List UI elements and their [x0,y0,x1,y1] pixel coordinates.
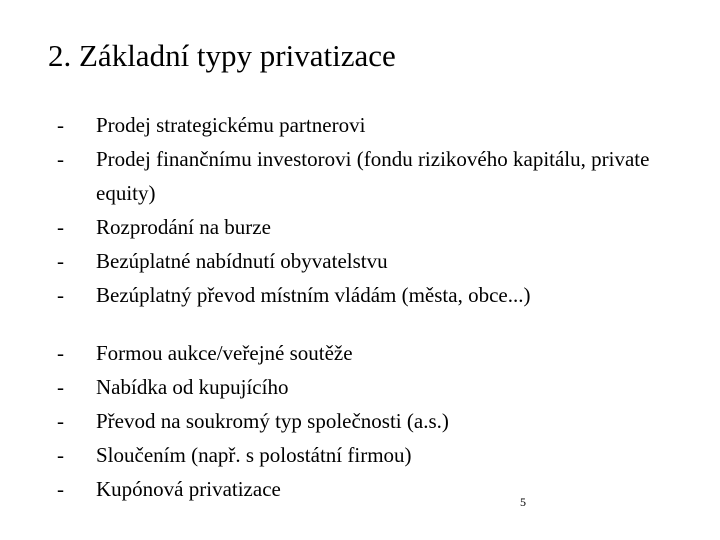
list-item [0,108,720,142]
list-item [0,210,720,244]
list-item [0,472,720,506]
page-number: 5 [520,495,526,509]
list-item-text: Nabídka od kupujícího [96,375,289,399]
list-item [0,404,720,438]
list-item-text: Sloučením (např. s polostátní firmou) [96,443,412,467]
bullet-dash: - [57,341,64,365]
bullet-dash: - [57,443,64,467]
page-title: 2. Základní typy privatizace [48,38,396,73]
list-item-text: Kupónová privatizace [96,477,281,501]
list-item-text: Bezúplatný převod místním vládám (města, obce...) [96,283,531,307]
bullet-dash: - [57,477,64,501]
list-item [0,370,720,404]
bullet-dash: - [57,147,64,171]
list-item-text: Prodej strategickému partnerovi [96,113,366,137]
list-item-text: Formou aukce/veřejné soutěže [96,341,353,365]
list-item [0,278,720,312]
privatization-types-list [0,108,720,312]
bullet-dash: - [57,113,64,137]
list-item [0,244,720,278]
privatization-methods-list [0,336,720,506]
list-item-text: Rozprodání na burze [96,215,271,239]
list-item [0,142,720,210]
bullet-dash: - [57,409,64,433]
bullet-dash: - [57,249,64,273]
bullet-dash: - [57,375,64,399]
list-item-text: Převod na soukromý typ společnosti (a.s.) [96,409,449,433]
bullet-dash: - [57,215,64,239]
list-item-text: Bezúplatné nabídnutí obyvatelstvu [96,249,388,273]
list-item [0,336,720,370]
list-item [0,438,720,472]
bullet-dash: - [57,283,64,307]
list-item-text: Prodej finančnímu investorovi (fondu rizikového kapitálu, private equity) [96,147,650,205]
